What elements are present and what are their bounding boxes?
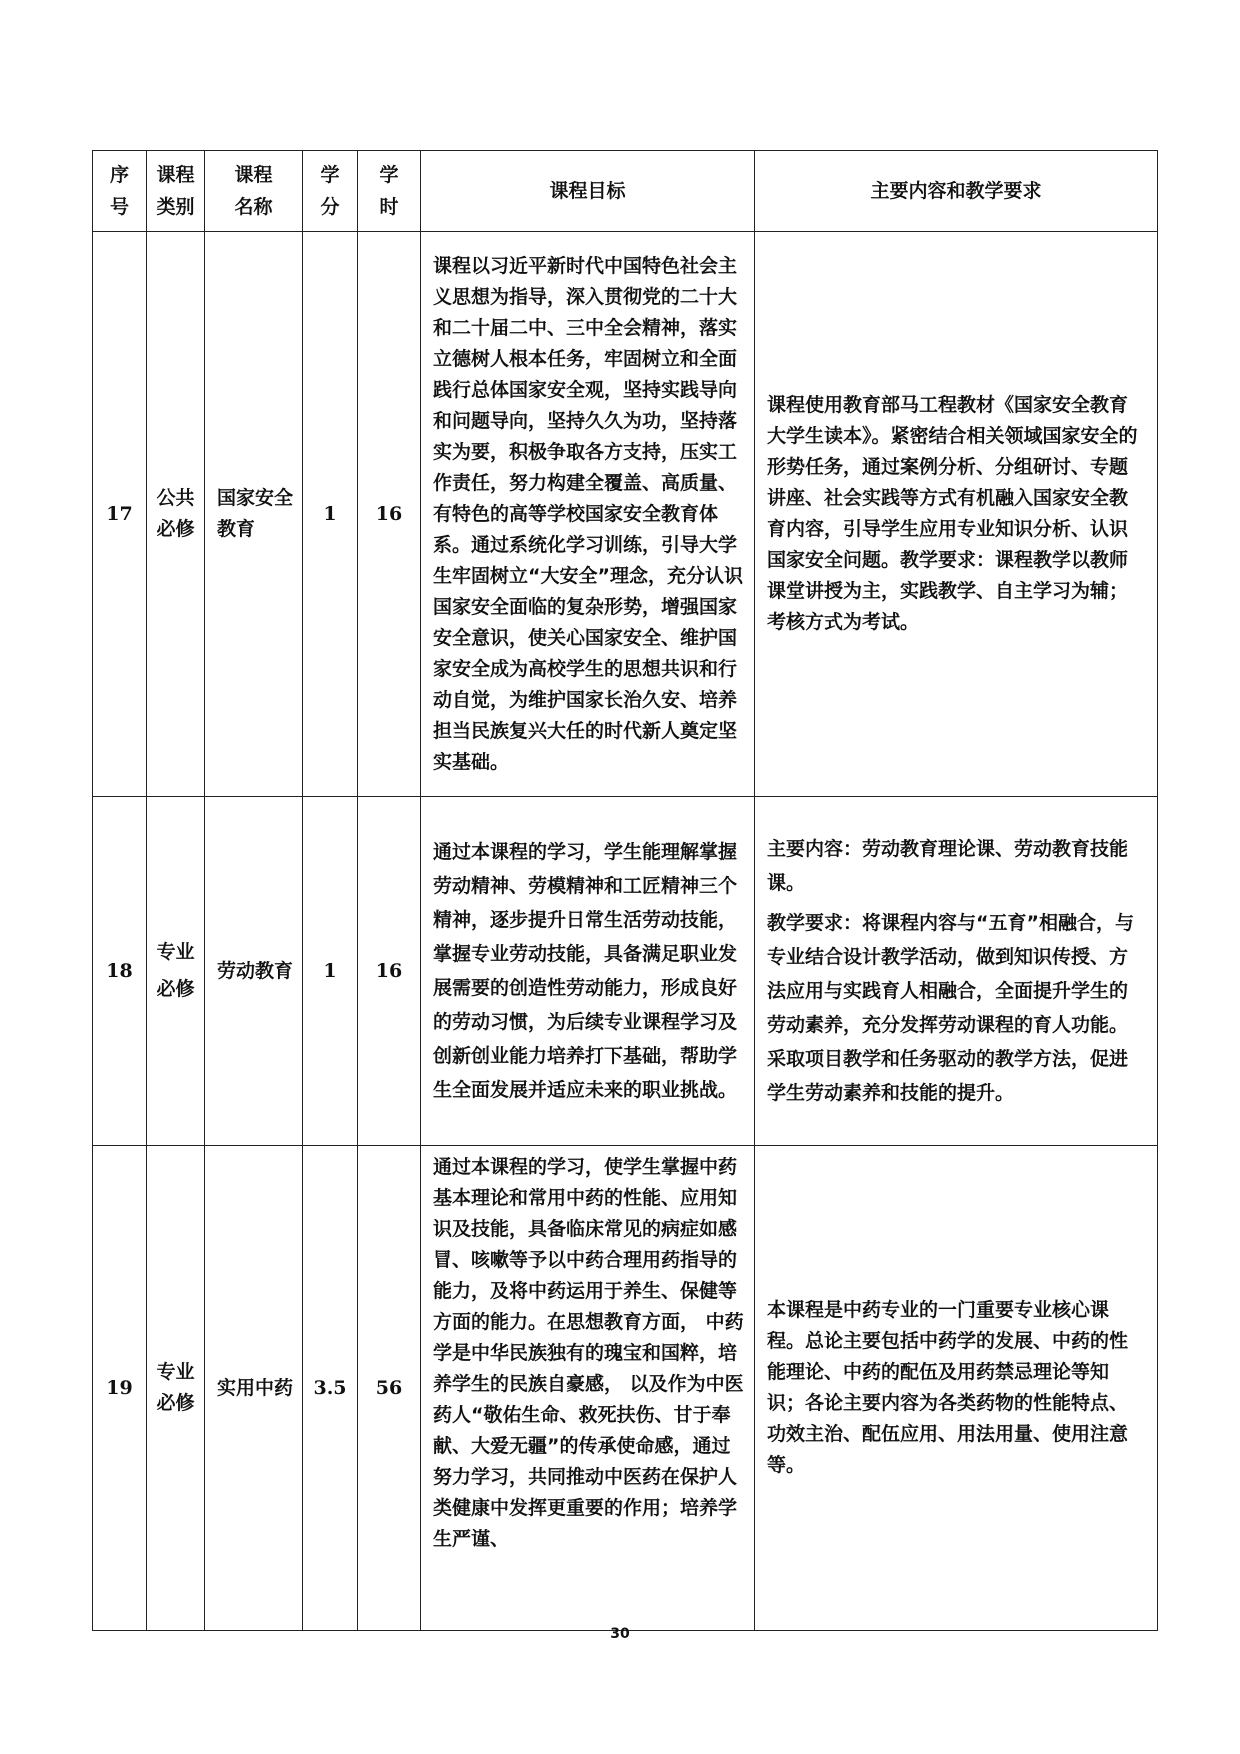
row-hours: 16 xyxy=(358,232,421,797)
header-index: 序 号 xyxy=(93,151,147,232)
header-credits: 学 分 xyxy=(303,151,358,232)
row-index: 18 xyxy=(93,797,147,1146)
row-name: 国家安全 教育 xyxy=(205,232,303,797)
header-row xyxy=(93,151,1158,232)
row-goals: 通过本课程的学习，学生能理解掌握劳动精神、劳模精神和工匠精神三个精神，逐步提升日常生活劳动技能，掌握专业劳动技能，具备满足职业发展需要的创造性劳动能力，形成良好的劳动习惯，为后续专业课程学习及创新创业能力培养打下基础，帮助学生全面发展并适应未来的职业挑战。 xyxy=(421,797,755,1146)
row-hours: 56 xyxy=(358,1146,421,1631)
row-hours: 16 xyxy=(358,797,421,1146)
header-content: 主要内容和教学要求 xyxy=(755,151,1158,232)
row-content: 本课程是中药专业的一门重要专业核心课程。总论主要包括中药学的发展、中药的性能理论、中药的配伍及用药禁忌理论等知识；各论主要内容为各类药物的性能特点、功效主治、配伍应用、用法用量、使用注意等。 xyxy=(755,1146,1158,1631)
row-content: 课程使用教育部马工程教材《国家安全教育大学生读本》。紧密结合相关领域国家安全的形势任务，通过案例分析、分组研讨、专题讲座、社会实践等方式有机融入国家安全教育内容，引导学生应用专业知识分析、认识国家安全问题。教学要求：课程教学以教师课堂讲授为主，实践教学、自主学习为辅；考核方式为考试。 xyxy=(755,232,1158,797)
row-category: 专业 必修 xyxy=(147,797,205,1146)
row-goals: 课程以习近平新时代中国特色社会主义思想为指导，深入贯彻党的二十大和二十届二中、三中全会精神，落实立德树人根本任务，牢固树立和全面践行总体国家安全观，坚持实践导向和问题导向，坚持久久为功，坚持落实为要，积极争取各方支持，压实工作责任，努力构建全覆盖、高质量、有特色的高等学校国家安全教育体系。通过系统化学习训练，引导大学生牢固树立“大安全”理念，充分认识国家安全面临的复杂形势，增强国家安全意识，使关心国家安全、维护国家安全成为高校学生的思想共识和行动自觉，为维护国家长治久安、培养担当民族复兴大任的时代新人奠定坚实基础。 xyxy=(421,232,755,797)
course-table xyxy=(92,150,1158,1631)
row-credits: 3.5 xyxy=(303,1146,358,1631)
row-credits: 1 xyxy=(303,232,358,797)
row-index: 19 xyxy=(93,1146,147,1631)
header-category: 课程 类别 xyxy=(147,151,205,232)
table-row xyxy=(93,797,1158,1146)
row-category: 公共 必修 xyxy=(147,232,205,797)
header-hours: 学 时 xyxy=(358,151,421,232)
page-number: 30 xyxy=(610,1626,630,1642)
table-row xyxy=(93,1146,1158,1631)
table-row xyxy=(93,232,1158,797)
row-credits: 1 xyxy=(303,797,358,1146)
row-name: 实用中药 xyxy=(205,1146,303,1631)
row-goals: 通过本课程的学习，使学生掌握中药基本理论和常用中药的性能、应用知识及技能，具备临床常见的病症如感冒、咳嗽等予以中药合理用药指导的能力，及将中药运用于养生、保健等方面的能力。在思想教育方面， 中药学是中华民族独有的瑰宝和国粹，培养学生的民族自豪感， 以及作为中医药人“敬佑生命、救死扶伤、甘于奉献、大爱无疆”的传承使命感，通过努力学习，共同推动中医药在保护人类健康中发挥更重要的作用；培养学生严谨、 xyxy=(421,1146,755,1631)
row-name: 劳动教育 xyxy=(205,797,303,1146)
row-category: 专业 必修 xyxy=(147,1146,205,1631)
header-goals: 课程目标 xyxy=(421,151,755,232)
row-content: 主要内容：劳动教育理论课、劳动教育技能课。 教学要求：将课程内容与“五育”相融合，与专业结合设计教学活动，做到知识传授、方法应用与实践育人相融合，全面提升学生的劳动素养，充分发挥劳动课程的育人功能。采取项目教学和任务驱动的教学方法，促进学生劳动素养和技能的提升。 xyxy=(755,797,1158,1146)
header-name: 课程 名称 xyxy=(205,151,303,232)
row-index: 17 xyxy=(93,232,147,797)
